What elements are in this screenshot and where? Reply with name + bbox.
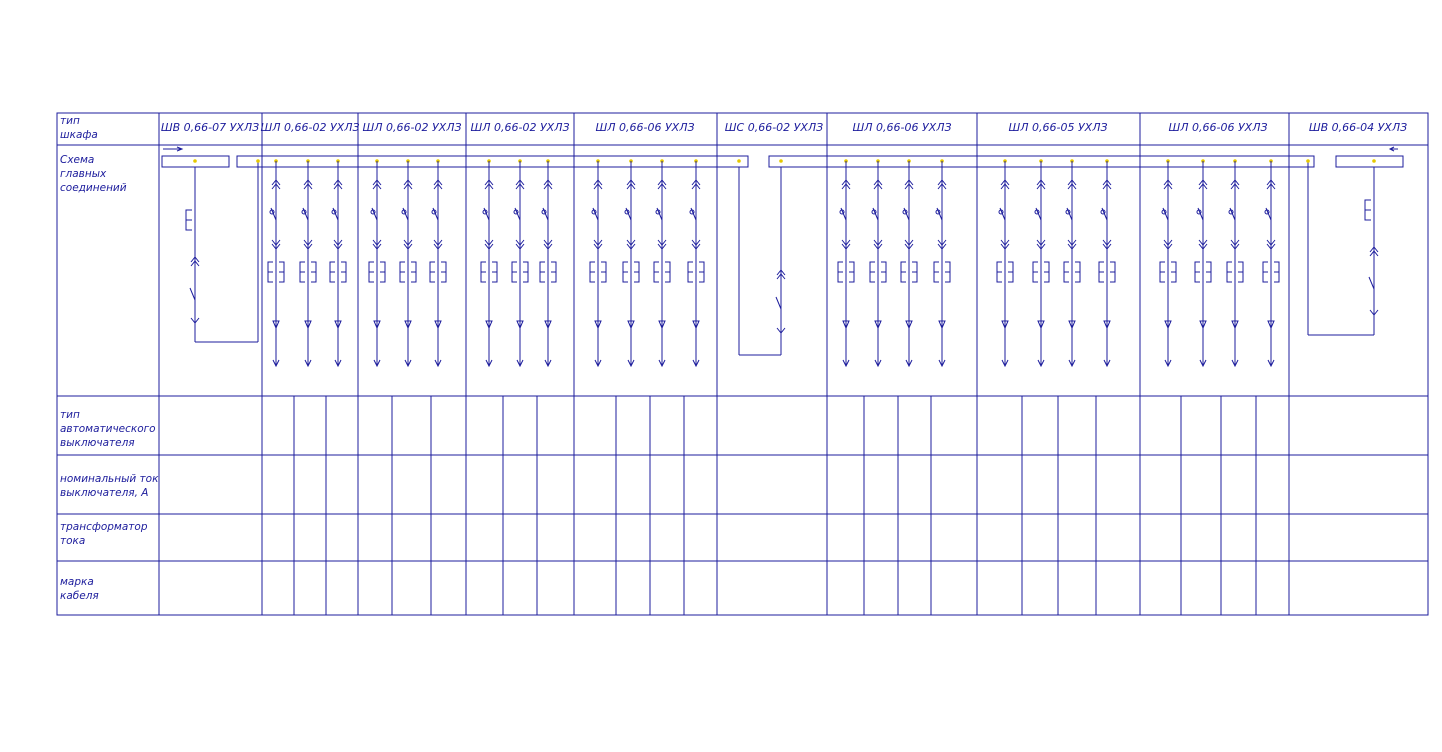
svg-text:Схема: Схема: [60, 154, 95, 166]
cabinet-column-dividers: [262, 113, 1289, 615]
feeder-cell-dividers: [294, 396, 1256, 615]
row-header-cable-brand: [60, 576, 99, 602]
cabinet-title: ШЛ 0,66-06 УХЛЗ: [595, 121, 695, 134]
cabinet-title: ШВ 0,66-07 УХЛЗ: [160, 121, 260, 134]
feeder-circuit: [481, 159, 497, 366]
busbar-input-right: [1336, 156, 1403, 167]
svg-text:кабеля: кабеля: [60, 590, 99, 602]
busbar-section-1: [237, 156, 748, 167]
input-left-circuit: [186, 159, 260, 342]
row-header-current-transformer: [60, 521, 148, 547]
feeder-circuit: [901, 159, 917, 366]
cabinet-title: ШЛ 0,66-02 УХЛЗ: [362, 121, 462, 134]
cabinet-title: ШЛ 0,66-06 УХЛЗ: [852, 121, 952, 134]
row-header-breaker-type: [60, 409, 156, 449]
cabinet-title: ШЛ 0,66-02 УХЛЗ: [470, 121, 570, 134]
cabinet-title: ШВ 0,66-04 УХЛЗ: [1308, 121, 1408, 134]
svg-text:тип: тип: [60, 115, 80, 127]
feeder-circuit: [1064, 159, 1080, 366]
row-header-cabinet-type: [60, 115, 98, 141]
svg-text:тока: тока: [60, 535, 86, 547]
svg-text:тип: тип: [60, 409, 80, 421]
svg-text:номинальный ток: номинальный ток: [60, 473, 159, 485]
feeder-circuit: [300, 159, 316, 366]
row-header-main-scheme: [60, 154, 127, 194]
feeder-circuit: [430, 159, 446, 366]
feeder-circuit: [623, 159, 639, 366]
busbar-node: [779, 159, 783, 163]
feeder-circuit: [590, 159, 606, 366]
feeder-circuit: [369, 159, 385, 366]
feeder-circuit: [1160, 159, 1176, 366]
input-right-circuit: [1306, 159, 1378, 335]
incoming-arrows: [163, 147, 1398, 151]
feeder-circuit: [688, 159, 704, 366]
feeder-circuit: [838, 159, 854, 366]
svg-text:автоматического: автоматического: [60, 423, 156, 435]
cabinet-titles: [161, 121, 1407, 134]
cabinet-title: ШС 0,66-02 УХЛЗ: [724, 121, 824, 134]
feeder-circuit: [934, 159, 950, 366]
svg-text:марка: марка: [60, 576, 94, 588]
svg-text:трансформатор: трансформатор: [60, 521, 148, 533]
sectional-circuit: [737, 159, 785, 355]
feeder-circuit: [870, 159, 886, 366]
feeder-circuit: [997, 159, 1013, 366]
feeder-circuit: [654, 159, 670, 366]
cabinet-title: ШЛ 0,66-02 УХЛЗ: [260, 121, 360, 134]
feeder-circuit: [1033, 159, 1049, 366]
busbar-node: [737, 159, 741, 163]
circuits: [186, 159, 1378, 366]
svg-text:соединений: соединений: [60, 182, 127, 194]
cabinet-title: ШЛ 0,66-05 УХЛЗ: [1008, 121, 1108, 134]
feeder-circuit: [1263, 159, 1279, 366]
feeder-circuit: [512, 159, 528, 366]
feeder-circuit: [1227, 159, 1243, 366]
cabinet-title: ШЛ 0,66-06 УХЛЗ: [1168, 121, 1268, 134]
svg-text:главных: главных: [60, 168, 107, 180]
feeder-circuit: [400, 159, 416, 366]
feeder-circuit: [1195, 159, 1211, 366]
busbar-node: [1372, 159, 1376, 163]
svg-text:выключателя: выключателя: [60, 437, 135, 449]
busbar-node: [193, 159, 197, 163]
row-header-rated-current: [60, 473, 159, 499]
busbar-node: [1306, 159, 1310, 163]
feeder-circuit: [268, 159, 284, 366]
busbar-node: [256, 159, 260, 163]
svg-text:шкафа: шкафа: [60, 129, 98, 141]
feeder-circuit: [540, 159, 556, 366]
svg-text:выключателя, А: выключателя, А: [60, 487, 149, 499]
table-frame: [57, 113, 1428, 615]
feeder-circuit: [1099, 159, 1115, 366]
feeder-circuit: [330, 159, 346, 366]
